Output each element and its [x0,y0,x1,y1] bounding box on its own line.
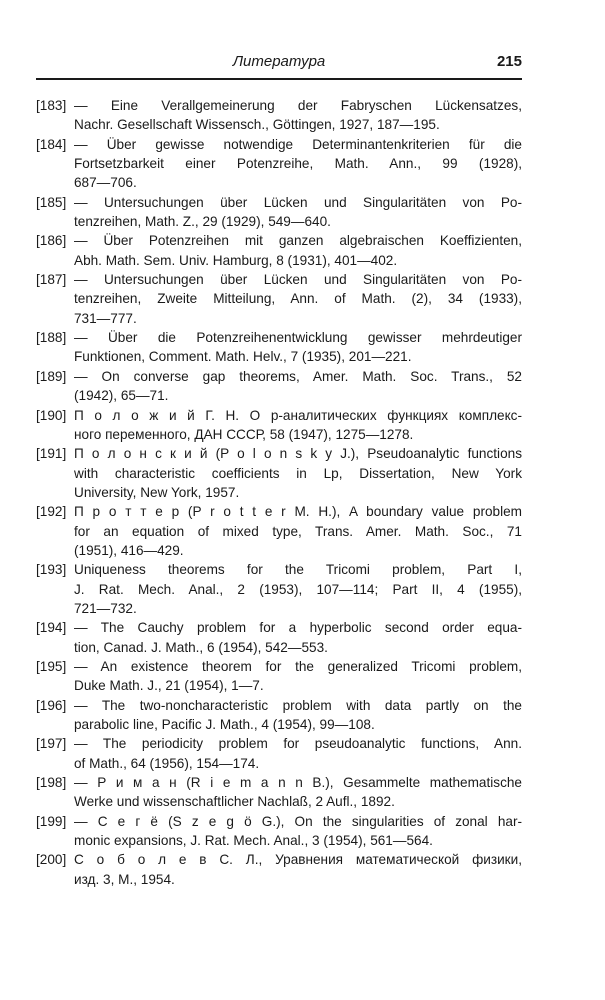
reference-entry [36,502,522,560]
reference-line: Duke Math. J., 21 (1954), 1—7. [74,678,264,694]
reference-line: monic expansions, J. Rat. Mech. Anal., 3 (1954), 561—564. [74,833,433,849]
reference-entry [36,328,522,367]
section-title: Литература [232,53,326,70]
reference-line: 731—777. [74,310,137,326]
reference-line: 721—732. [74,600,137,616]
reference-entry [36,657,522,696]
reference-number: [185] [36,194,67,210]
reference-number: [200] [36,852,67,868]
reference-line: University, New York, 1957. [74,484,240,500]
reference-number: [190] [36,407,67,423]
reference-line: tenzreihen, Zweite Mitteilung, Ann. of Math. (2), 34 (1933), [74,291,522,307]
reference-line: tenzreihen, Math. Z., 29 (1929), 549—640. [74,214,331,230]
reference-number: [197] [36,736,67,752]
reference-line: with characteristic coefficients in Lp, Dissertation, New York [74,465,522,481]
reference-entry [36,696,522,735]
reference-line: for an equation of mixed type, Trans. Amer. Math. Soc., 71 [74,523,522,539]
reference-line: П р о т т е р (P r o t t e r M. H.), A boundary value problem [74,504,522,520]
reference-line: — С е г ё (S z e g ö G.), On the singularities of zonal har- [74,813,522,829]
reference-number: [192] [36,504,67,520]
page-number: 215 [496,53,522,70]
reference-line: — Untersuchungen über Lücken und Singularitäten von Po- [74,194,522,210]
reference-entry [36,734,522,773]
reference-entry [36,850,522,889]
reference-line: П о л о н с к и й (P o l o n s k y J.), Pseudoanalytic functions [74,446,522,462]
reference-number: [198] [36,775,67,791]
reference-entry [36,560,522,618]
reference-entry [36,135,522,193]
reference-line: — The two-noncharacteristic problem with data partly on the [74,697,522,713]
reference-number: [188] [36,330,67,346]
reference-number: [199] [36,813,67,829]
reference-entry [36,406,522,445]
reference-line: — Über Potenzreihen mit ganzen algebraischen Koeffizienten, [74,233,522,249]
reference-line: (1951), 416—429. [74,542,184,558]
reference-number: [183] [36,98,67,113]
reference-line: Abh. Math. Sem. Univ. Hamburg, 8 (1931), 401—402. [74,252,398,268]
reference-line: С о б о л е в С. Л., Уравнения математической физики, [74,852,522,868]
reference-line: — Р и м а н (R i e m a n n B.), Gesammelte mathematische [74,775,522,791]
reference-line: Fortsetzbarkeit einer Potenzreihe, Math. Ann., 99 (1928), [74,156,522,172]
reference-line: — On converse gap theorems, Amer. Math. Soc. Trans., 52 [74,368,522,384]
reference-line: tion, Canad. J. Math., 6 (1954), 542—553. [74,639,328,655]
reference-entry [36,812,522,851]
reference-number: [196] [36,697,67,713]
reference-line: Uniqueness theorems for the Tricomi problem, Part I, [74,562,522,578]
reference-line: Funktionen, Comment. Math. Helv., 7 (1935), 201—221. [74,349,412,365]
reference-line: — Eine Verallgemeinerung der Fabryschen Lückensatzes, [74,98,522,113]
reference-number: [191] [36,446,67,462]
reference-entry [36,96,522,135]
header-rule [36,78,522,80]
reference-number: [195] [36,658,67,674]
reference-number: [187] [36,272,67,288]
reference-entry [36,270,522,328]
reference-line: Nachr. Gesellschaft Wissensch., Göttingen, 1927, 187—195. [74,117,440,133]
reference-line: — Über die Potenzreihenentwicklung gewisser mehrdeutiger [74,330,522,346]
reference-number: [193] [36,562,67,578]
reference-number: [186] [36,233,67,249]
reference-line: П о л о ж и й Г. Н. О p-аналитических функциях комплекс- [74,407,522,423]
reference-line: Werke und wissenschaftlicher Nachlaß, 2 Aufl., 1892. [74,794,395,810]
reference-line: — The Cauchy problem for a hyperbolic second order equa- [74,620,522,636]
reference-line: of Math., 64 (1956), 154—174. [74,755,260,771]
reference-line: — The periodicity problem for pseudoanalytic functions, Ann. [74,736,522,752]
reference-line: parabolic line, Pacific J. Math., 4 (1954), 99—108. [74,717,375,732]
reference-entry [36,231,522,270]
reference-entry [36,773,522,812]
reference-line: — Über gewisse notwendige Determinantenkriterien für die [74,136,522,152]
reference-line: изд. 3, М., 1954. [74,871,175,887]
reference-entry [36,193,522,232]
reference-entry [36,444,522,502]
reference-line: 687—706. [74,175,137,191]
reference-line: — An existence theorem for the generalized Tricomi problem, [74,658,522,674]
running-header [36,50,522,80]
reference-entry [36,367,522,406]
reference-number: [194] [36,620,67,636]
reference-line: J. Rat. Mech. Anal., 2 (1953), 107—114; Part II, 4 (1955), [74,581,522,597]
reference-line: (1942), 65—71. [74,388,169,404]
reference-number: [189] [36,368,67,384]
reference-list [36,96,522,889]
reference-entry [36,618,522,657]
reference-number: [184] [36,136,67,152]
reference-line: — Untersuchungen über Lücken und Singularitäten von Po- [74,272,522,288]
reference-line: ного переменного, ДАН СССР, 58 (1947), 1275—1278. [74,426,414,442]
